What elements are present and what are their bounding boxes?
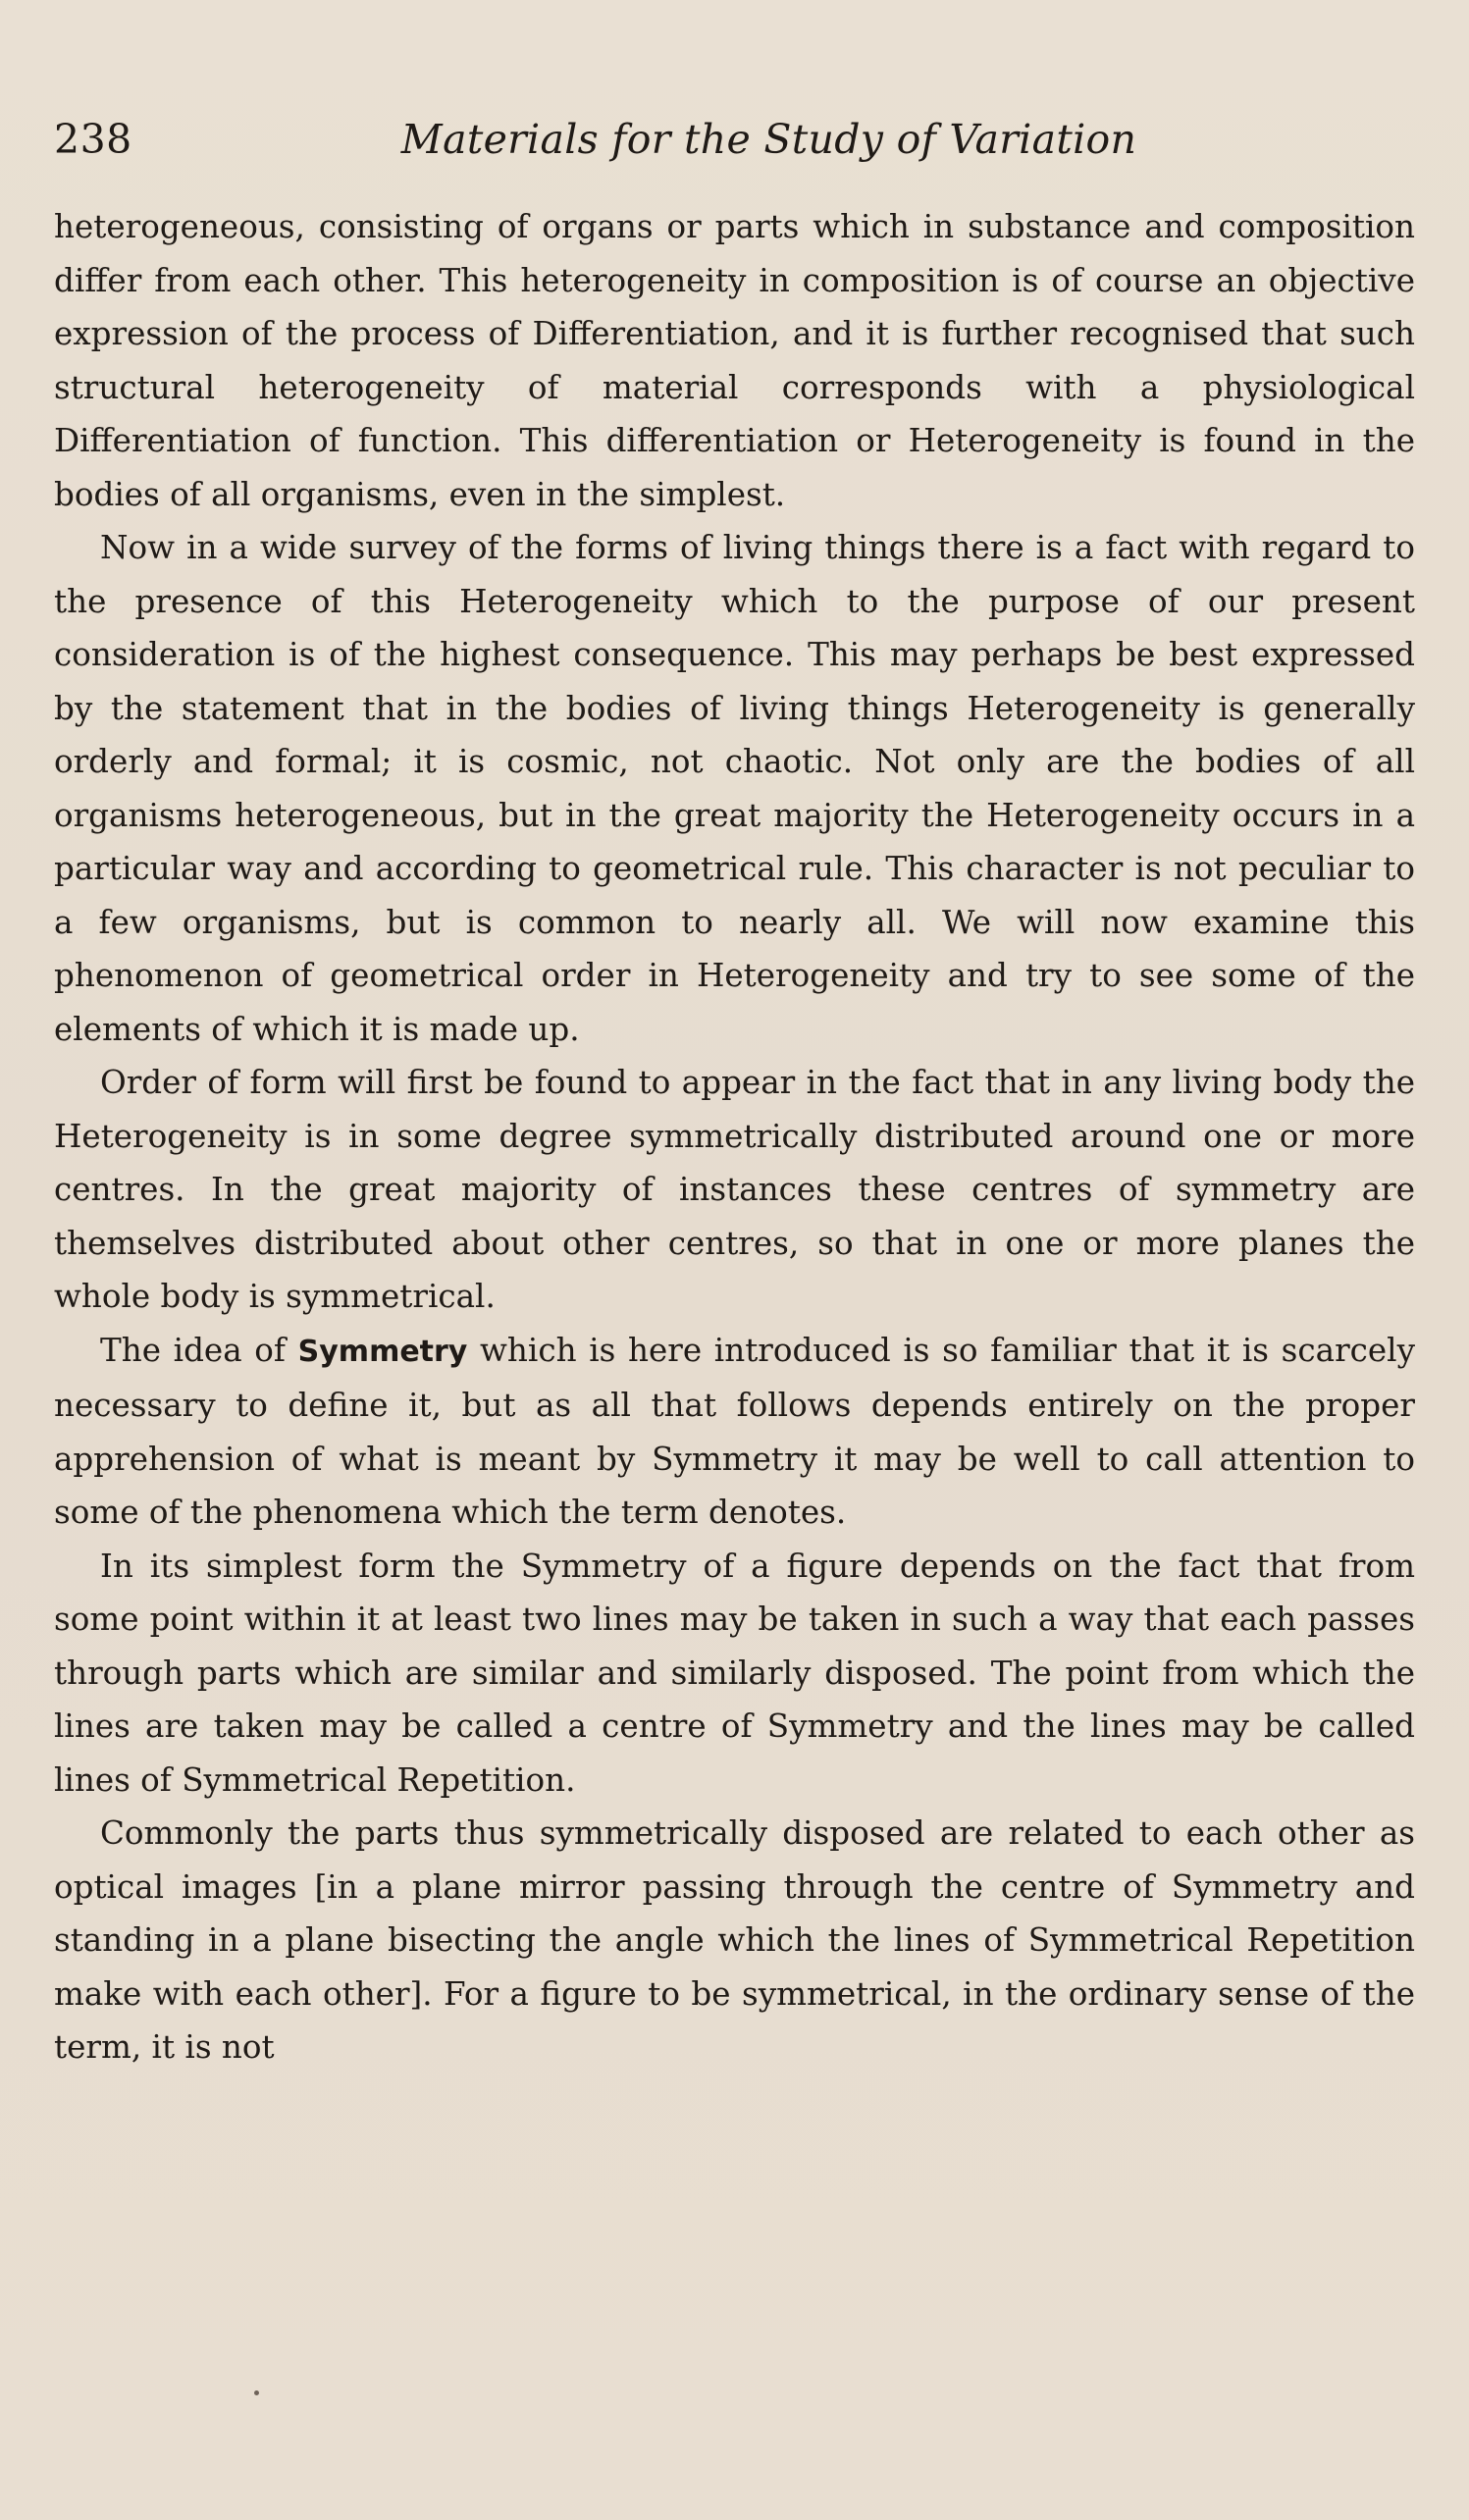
paragraph-text: which is here introduced is so familiar that it is scarcely necessary to define it, but as all that follows depends entirely on the proper apprehension of what is meant by Symmetry it may be well to call attention to some of the phenomena which the term denotes.	[54, 1331, 1415, 1531]
running-title: Materials for the Study of Variation	[400, 116, 1137, 163]
page-header	[54, 110, 1415, 169]
bold-term-symmetry: Symmetry	[297, 1334, 468, 1369]
paragraph-1	[54, 200, 1415, 521]
page-number: 238	[54, 116, 132, 163]
paragraph-5	[54, 1540, 1415, 1808]
paragraph-text: heterogeneous, consisting of organs or parts which in substance and composition differ from each other. This heterogeneity in composition is of course an objective expression of the process of Differentiation, and it is further recognised that such structural heterogeneity of material corresponds with a physiological Differentiation of function. This differentiation or Heterogeneity is found in the bodies of all organisms, even in the simplest.	[54, 208, 1415, 513]
paragraph-text: The idea of	[100, 1331, 298, 1369]
paragraph-text: Order of form will first be found to appear in the fact that in any living body the Heterogeneity is in some degree symmetrically distributed around one or more centres. In the great majority of instances these centres of symmetry are themselves distributed about other centres, so that in one or more planes the whole body is symmetrical.	[54, 1064, 1415, 1315]
ink-speck	[254, 2390, 259, 2395]
paragraph-text: In its simplest form the Symmetry of a figure depends on the fact that from some point within it at least two lines may be taken in such a way that each passes through parts which are similar and similarly disposed. The point from which the lines are taken may be called a centre of Symmetry and the lines may be called lines of Symmetrical Repetition.	[54, 1547, 1415, 1799]
paragraph-2	[54, 521, 1415, 1056]
paragraph-text: Now in a wide survey of the forms of living things there is a fact with regard to the presence of this Heterogeneity which to the purpose of our present consideration is of the highest consequence. This may perhaps be best expressed by the statement that in the bodies of living things Heterogeneity is generally orderly and formal; it is cosmic, not chaotic. Not only are the bodies of all organisms heterogeneous, but in the great majority the Heterogeneity occurs in a particular way and according to geometrical rule. This character is not peculiar to a few organisms, but is common to nearly all. We will now examine this phenomenon of geometrical order in Heterogeneity and try to see some of the elements of which it is made up.	[54, 529, 1415, 1048]
body-text	[54, 200, 1415, 2074]
paragraph-6	[54, 1807, 1415, 2074]
paragraph-text: Commonly the parts thus symmetrically disposed are related to each other as optical images [in a plane mirror passing through the centre of Symmetry and standing in a plane bisecting the angle which the lines of Symmetrical Repetition make with each other]. For a figure to be symmetrical, in the ordinary sense of the term, it is not	[54, 1814, 1415, 2066]
paragraph-3	[54, 1056, 1415, 1324]
paragraph-4	[54, 1324, 1415, 1540]
